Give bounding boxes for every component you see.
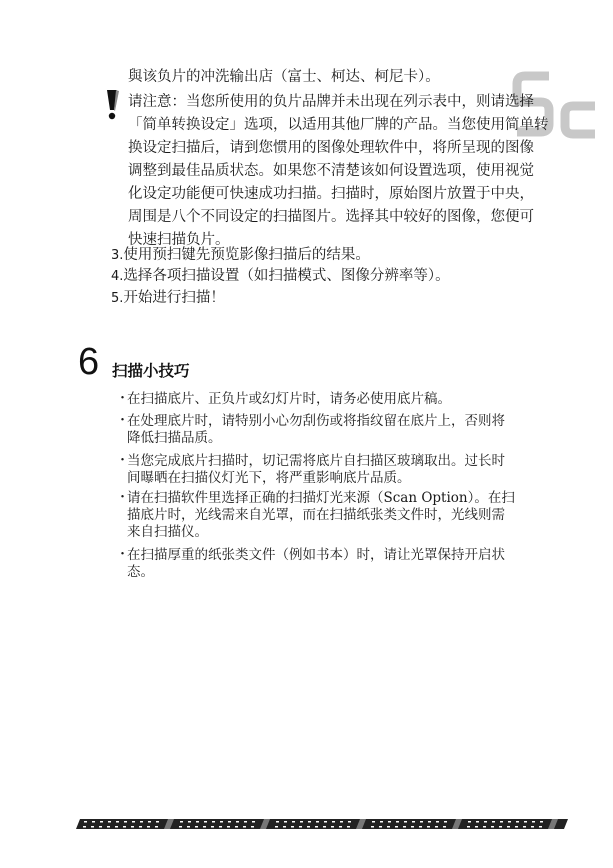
exclamation-warning-icon	[103, 88, 121, 122]
step-number: 4.	[111, 269, 124, 284]
step-item	[111, 289, 225, 308]
warning-line: 换设定扫描后，请到您惯用的图像处理软件中，将所呈现的图像	[128, 140, 534, 156]
tip-line: 在扫描厚重的纸张类文件（例如书本）时，请让光罩保持开启状	[127, 547, 505, 563]
bullet-dot: ・	[116, 547, 130, 562]
step-item	[111, 246, 370, 265]
film-strip-decoration	[74, 813, 574, 833]
step-number: 5.	[111, 291, 124, 306]
tip-line: 当您完成底片扫描时，切记需将底片自扫描区玻璃取出。过长时	[127, 453, 505, 469]
bullet-dot: ・	[116, 490, 130, 505]
warning-line: 快速扫描负片。	[128, 232, 230, 248]
tip-line: 来自扫描仪。	[127, 524, 208, 540]
warning-line: 「简单转换设定」选项，以适用其他厂牌的产品。当您使用简单转	[128, 117, 549, 133]
tip-line: 态。	[127, 564, 154, 580]
tip-line: 在处理底片时，请特别小心勿刮伤或将指纹留在底片上，否则将	[127, 413, 505, 429]
section-title: 扫描小技巧	[112, 362, 190, 380]
warning-line: 请注意：当您所使用的负片品牌并未出现在列示表中，则请选择	[128, 94, 534, 110]
bullet-dot: ・	[116, 453, 130, 468]
step-item	[111, 267, 450, 286]
bullet-dot: ・	[116, 413, 130, 428]
tip-line: 降低扫描品质。	[127, 430, 222, 446]
tip-line: 间曝晒在扫描仪灯光下，将严重影响底片品质。	[127, 470, 411, 486]
step-number: 3.	[111, 248, 124, 263]
section-number: 6	[78, 341, 100, 383]
step-text: 使用预扫键先预览影像扫描后的结果。	[123, 247, 370, 263]
bullet-dot: ・	[116, 391, 130, 406]
warning-line: 周围是八个不同设定的扫描图片。选择其中较好的图像，您便可	[128, 209, 534, 225]
warning-line: 與该负片的冲洗输出店（富士、柯达、柯尼卡）。	[128, 69, 440, 85]
tip-line: 请在扫描软件里选择正确的扫描灯光来源（Scan Option）。在扫	[127, 490, 515, 506]
step-text: 开始进行扫描！	[123, 290, 225, 306]
tip-line: 在扫描底片、正负片或幻灯片时，请务必使用底片稿。	[127, 391, 451, 407]
warning-line: 调整到最佳品质状态。如果您不清楚该如何设置选项，使用视觉	[128, 163, 534, 179]
warning-line: 化设定功能便可快速成功扫描。扫描时，原始图片放置于中央，	[128, 186, 534, 202]
tip-line: 描底片时，光线需来自光罩，而在扫描纸张类文件时，光线则需	[127, 507, 505, 523]
step-text: 选择各项扫描设置（如扫描模式、图像分辨率等）。	[123, 268, 450, 284]
